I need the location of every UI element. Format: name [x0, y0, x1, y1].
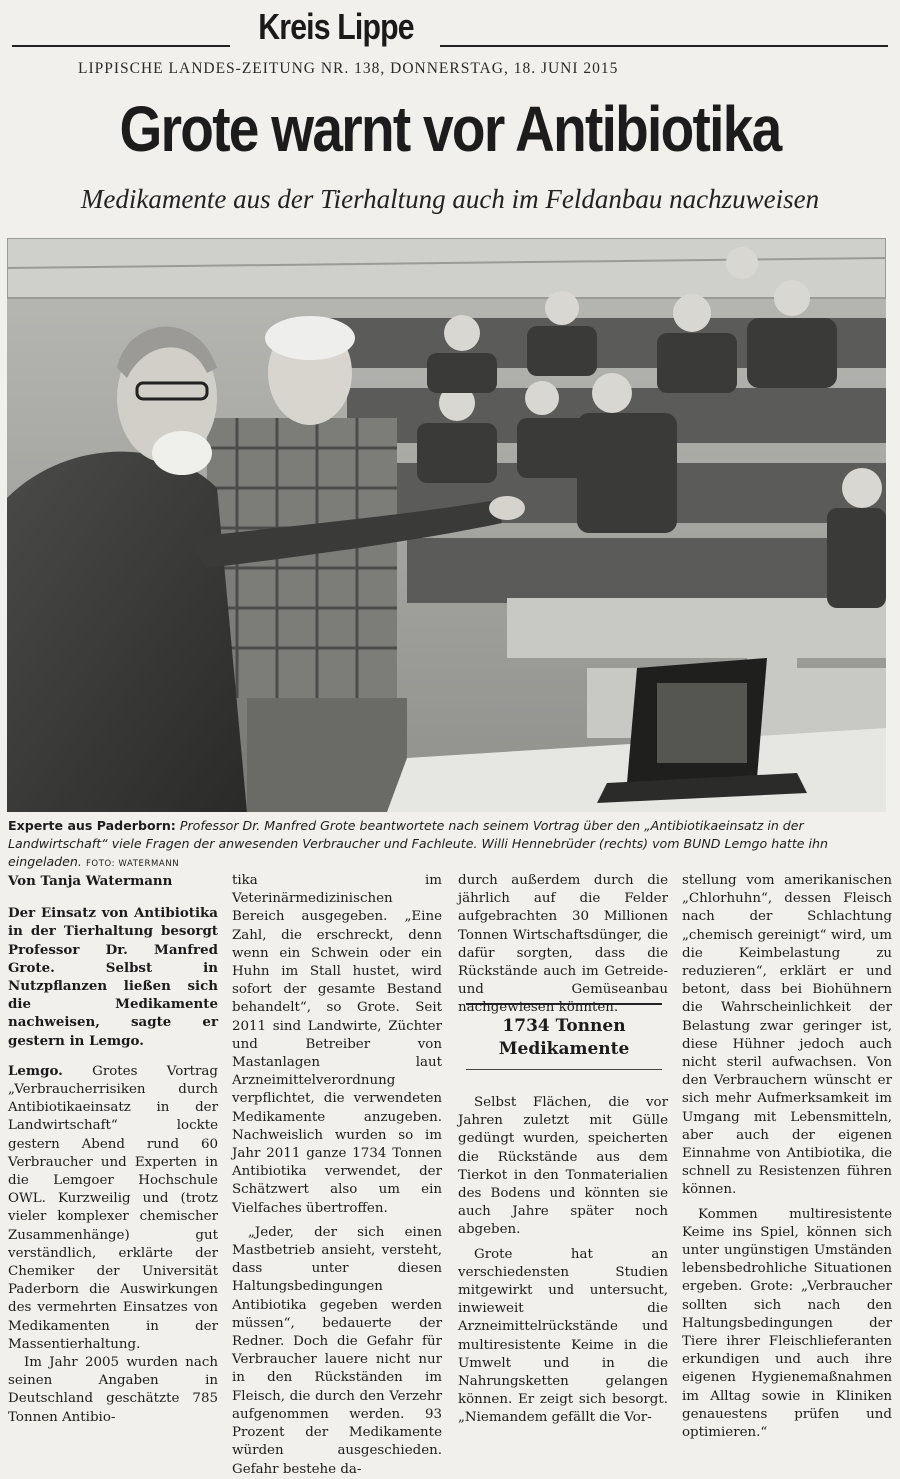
article-paragraph: Im Jahr 2005 wurden nach seinen Angaben in Deutschland geschätzte 785 Tonnen Antibio-: [8, 1355, 218, 1425]
article-column-2: [232, 872, 442, 1479]
article-paragraph: Selbst Flächen, die vor Jahren zuletzt mit Gülle gedüngt wurden, speicherten die Rückstände aus dem Tierkot in den Tonmaterialien des Bodens und könnten sie auch Jahre später noch abgeben.: [458, 1095, 668, 1238]
article-column-3-upper: [458, 872, 668, 1018]
photo-caption: [8, 817, 888, 873]
caption-text: Professor Dr. Manfred Grote beantwortete nach seinem Vortrag über den „Antibiotikaeinsatz in der Landwirtschaft“ viele Fragen der anwesenden Verbraucher und Fachleute. Willi Hennebrüder (rechts) vom BUND Lemgo hatte ihn eingeladen.: [8, 818, 829, 869]
article-paragraph: Kommen multiresistente Keime ins Spiel, können sich unter ungünstigen Umständen lebensbedrohliche Situationen ergeben. Grote: „Verbraucher sollten sich nach den Haltungsbedingungen der Tiere ihrer Fleischlieferanten erkundigen und auch ihre eigenen Hygienemaßnahmen im Alltag sowie in Kliniken genauestens prüfen und optimieren.“: [682, 1206, 892, 1441]
article-paragraph: Grote hat an verschiedensten Studien mitgewirkt und untersucht, inwieweit die Arzneimittelrückstände und multiresistente Keime in die Umwelt und in die Nahrungsketten gelangen können. Er zeigt sich besorgt. „Niemandem gefällt die Vor-: [458, 1246, 668, 1426]
caption-lead: Experte aus Paderborn:: [8, 818, 176, 833]
article-paragraph: „Jeder, der sich einen Mastbetrieb ansieht, versteht, dass unter diesen Haltungsbedingungen Antibiotika gegeben werden müssen“, bedauerte der Redner. Doch die Gefahr für Verbraucher lauere nicht nur in den Rückständen im Fleisch, die durch den Verzehr aufgenommen werden. 93 Prozent der Medikamente würden ausgeschieden. Gefahr bestehe da-: [232, 1224, 442, 1477]
photo-credit: FOTO: WATERMANN: [85, 859, 180, 869]
byline: Von Tanja Watermann: [8, 873, 173, 889]
article-photo: [7, 238, 886, 812]
article-column-3-lower: [458, 1094, 668, 1428]
infobox-heading: 1734 Tonnen Medikamente: [466, 1003, 662, 1070]
article-paragraph: durch außerdem durch die jährlich auf die Felder aufgebrachten 30 Millionen Tonnen Wirtschaftsdünger, die dafür sorgten, dass die Rückstände auch im Getreide- und Gemüseanbau nachgewiesen könnten.: [458, 873, 668, 1016]
masthead-line: LIPPISCHE LANDES-ZEITUNG NR. 138, DONNERSTAG, 18. JUNI 2015: [78, 60, 619, 77]
section-title: Kreis Lippe: [258, 6, 414, 47]
dateline-place: Lemgo.: [8, 1062, 63, 1079]
section-rule-left: [12, 45, 230, 47]
section-rule-right: [440, 45, 888, 47]
article-lead: Der Einsatz von Antibiotika in der Tierhaltung besorgt Professor Dr. Manfred Grote. Selbst in Nutzpflanzen ließen sich die Medikamente nachweisen, sagte er gestern in Lemgo.: [8, 905, 218, 1049]
headline: Grote warnt vor Antibiotika: [119, 93, 781, 165]
paragraph-text: Grotes Vortrag „Verbraucherrisiken durch Antibiotikaeinsatz in der Landwirtschaft“ lockte gestern Abend rund 60 Verbraucher und Experten in die Lemgoer Hochschule OWL. Kurzweilig und (trotz vieler komplexer chemischer Zusammenhänge) gut verständlich, erklärte der Chemiker der Universität Paderborn die Auswirkungen des vermehrten Einsatzes von Medikamenten in der Massentierhaltung.: [8, 1063, 218, 1352]
article-paragraph: tika im Veterinärmedizinischen Bereich ausgegeben. „Eine Zahl, die erschreckt, denn wenn ein Schwein oder ein Huhn im Stall hustet, wird sofort der gesamte Bestand behandelt“, so Grote. Seit 2011 sind Landwirte, Züchter und Betreiber von Mastanlagen laut Arzneimittelverordnung verpflichtet, die verwendeten Medikamente anzugeben. Nachweislich wurden so im Jahr 2011 ganze 1734 Tonnen Antibiotika verwendet, der Schätzwert also um ein Vielfaches übertroffen.: [232, 873, 442, 1216]
article-column-4: [682, 872, 892, 1442]
article-column-1: [8, 872, 218, 1427]
subheadline: Medikamente aus der Tierhaltung auch im Feldanbau nachzuweisen: [80, 184, 820, 214]
article-paragraph: stellung vom amerikanischen „Chlorhuhn“, dessen Fleisch nach der Schlachtung „chemisch gereinigt“ wird, um die Keimbelastung zu reduzieren“, erklärt er und betont, dass bei Biohühnern die Wahrscheinlichkeit der Belastung zwar geringer ist, diese Hühner jedoch auch nicht steril aufwachsen. Von den Verbrauchern wünscht er sich mehr Aufmerksamkeit im Umgang mit Lebensmitteln, aber auch der eigenen Einnahme von Antibiotika, die schnell zu Resistenzen führen können.: [682, 873, 892, 1198]
article-paragraph: [8, 1062, 218, 1354]
